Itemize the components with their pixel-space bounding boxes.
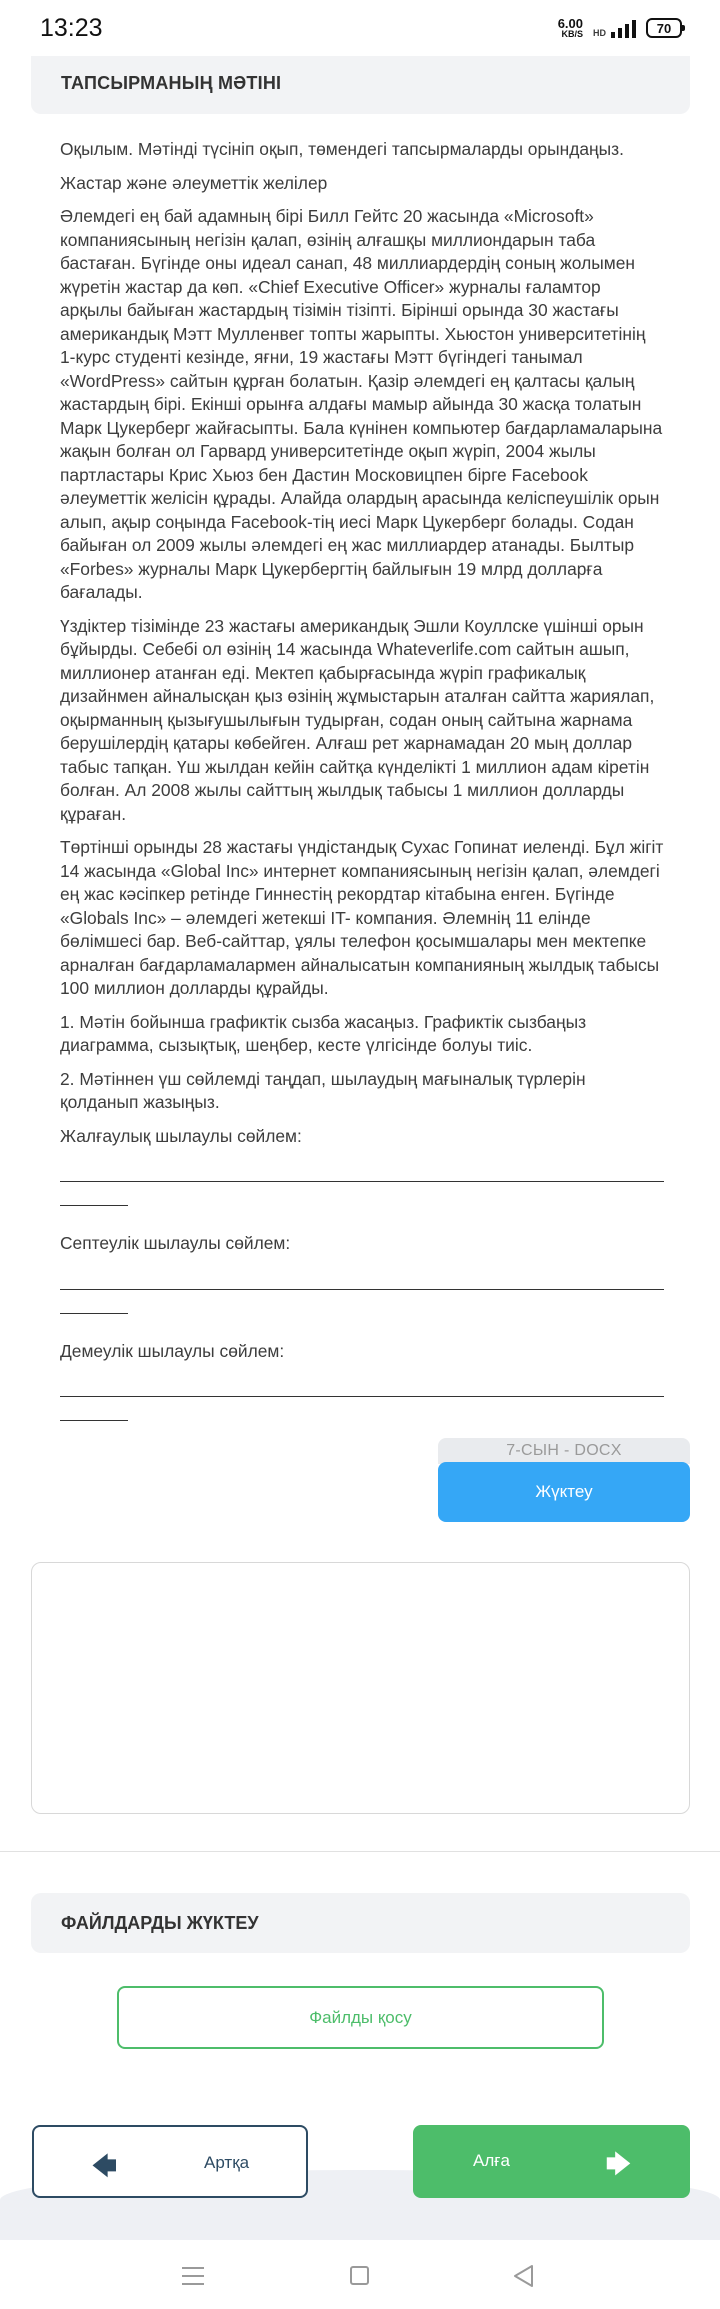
task-content (60, 138, 664, 1447)
back-triangle-icon[interactable] (512, 2264, 534, 2288)
next-button[interactable] (413, 2125, 690, 2198)
network-speed-value: 6.00 (557, 16, 583, 31)
status-time: 13:23 (40, 14, 103, 42)
files-upload-title: ФАЙЛДАРДЫ ЖҮКТЕУ (61, 1913, 259, 1933)
download-button[interactable]: Жүктеу (438, 1462, 690, 1522)
answer-textarea[interactable] (31, 1562, 690, 1814)
status-bar (0, 0, 720, 58)
answer-blank-conjunction (60, 1158, 664, 1206)
system-navigation-bar (0, 2240, 720, 2309)
recent-apps-icon[interactable] (182, 2267, 204, 2285)
network-speed (558, 17, 583, 39)
back-button-label: Артқа (204, 2153, 250, 2172)
answer-blank-postposition (60, 1266, 664, 1314)
battery-level: 70 (656, 20, 672, 36)
signal-icon (593, 18, 636, 38)
battery-icon (646, 18, 682, 38)
back-button[interactable] (32, 2125, 308, 2198)
text-paragraph: Әлемдегі ең бай адамның бірі Билл Гейтс 20 жасында «Microsoft» компаниясының негізін қалап, өзінің алғашқы миллиондарын таба бастаған. Бүгінде оны идеал санап, 48 миллиардердің соның жолымен жүретін жастар да көп. «Chief Executive Officer» журналы ғаламтор арқылы байыған жастардың тізімін тізіпті. Бірінші орында 30 жастағы американдық Мэтт Мулленвег топты жарыпты. Хьюстон университетінің 1-курс студенті кезінде, яғни, 19 жастағы Мэтт бүгіндегі танымал «WordPress» сайтын құрған болатын. Қазір әлемдегі ең қалтасы қалың жастардың бірі. Екінші орынға алдағы мамыр айында 30 жасқа толатын Марк Цукерберг жайғасыпты. Бала күнінен компьютер бағдарламаларына жақын болған ол Гарвард университетінде оқып жүріп, 2004 жылы партластары Крис Хьюз бен Дастин Московицпен бірге Facebook әлеуметтік желісін құрады. Алайда олардың арасында келіспеушілік орын алып, ақыр соңында Facebook-тің иесі Марк Цукерберг болады. Содан байыған ол 2009 жылы әлемдегі ең жас миллиардер атанады. Былтыр «Forbes» журналы Марк Цукербергтің байлығын 19 млрд долларға бағалады. (60, 206, 663, 602)
answer-label-particle: Демеулік шылаулы сөйлем: (60, 1340, 285, 1361)
network-speed-unit: KB/S (561, 29, 583, 39)
task-question-1: 1. Мәтін бойынша графиктік сызба жасаңыз. Графиктік сызбаңыз диаграмма, сызықтық, шеңбер, кесте үлгісінде болуы тиіс. (60, 1011, 587, 1055)
task-instruction: Оқылым. Мәтінді түсініп оқып, төмендегі тапсырмаларды орындаңыз. (60, 139, 624, 159)
task-header-title: ТАПСЫРМАНЫҢ МӘТІНІ (61, 73, 282, 93)
attached-file-name: 7-СЫН - DOCX (438, 1438, 690, 1464)
home-icon[interactable] (350, 2266, 369, 2285)
text-title: Жастар және әлеуметтік желілер (60, 172, 328, 193)
answer-label-postposition: Септеулік шылаулы сөйлем: (60, 1233, 291, 1253)
next-button-label: Алға (473, 2151, 510, 2170)
task-question-2: 2. Мәтіннен үш сөйлемді таңдап, шылаудың мағыналық түрлерін қолданып жазыңыз. (60, 1068, 586, 1112)
text-paragraph: Төртінші орынды 28 жастағы үндістандық Сухас Гопинат иеленді. Бұл жігіт 14 жасында «Global Inc» интернет компаниясының негізін қалап, әлемдегі ең жас кәсіпкер ретінде Гиннестің рекордтар кітабына енген. Бүгінде «Globals Inc» – әлемдегі жетекші IT- компания. Әлемнің 11 елінде бөлімшесі бар. Веб-сайттар, ұялы телефон қосымшалары мен мектепке арналған бағдарламалармен айналысатын компанияның жылдық табысы 100 миллион долларды құрайды. (60, 837, 664, 998)
network-type: HD (593, 28, 606, 38)
answer-blank-particle (60, 1373, 664, 1421)
arrow-left-icon: 🡄 (92, 2153, 117, 2180)
status-indicators (558, 17, 682, 39)
divider (0, 1851, 720, 1852)
add-file-button[interactable]: Файлды қосу (117, 1986, 604, 2049)
files-upload-header (31, 1893, 690, 1953)
task-header (31, 56, 690, 114)
text-paragraph: Үздіктер тізімінде 23 жастағы американдық Эшли Коуллске үшінші орын бұйырды. Себебі ол өзінің 14 жасында Whateverlife.com сайтын ашып, миллионер атанған еді. Мектеп қабырғасында жүріп графикалық дизайнмен айналысқан қыз өзінің жұмыстарын аталған сайтта жариялап, оқырманның қызығушылығын тудырған, содан оның сайтына жарнама берушілердің қатары көбейген. Алғаш рет жарнамадан 20 мың доллар табыс тапқан. Үш жылдан кейін сайтқа күнделікті 1 миллион адам кіретін болған. Ал 2008 жылы сайттың жылдық табысы 1 миллион долларды құраған. (60, 615, 655, 824)
arrow-right-icon: 🡆 (606, 2151, 631, 2178)
answer-label-conjunction: Жалғаулық шылаулы сөйлем: (60, 1125, 302, 1146)
